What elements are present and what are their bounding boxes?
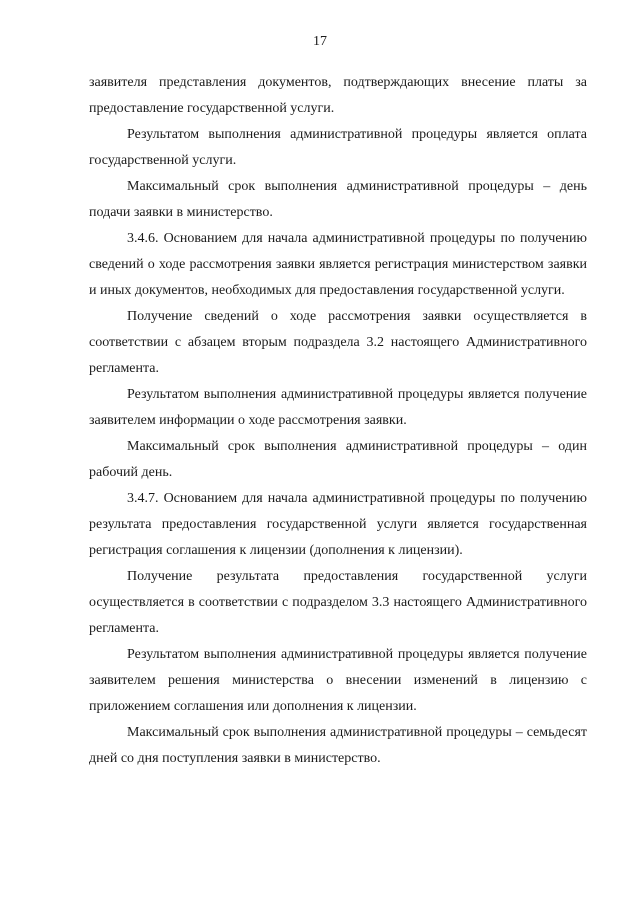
paragraph: Результатом выполнения административной процедуры является оплата государственной услуги. (89, 127, 587, 168)
paragraph: Результатом выполнения административной процедуры является получение заявителем решения министерства о внесении изменений в лицензию с приложением соглашения или дополнения к лицензии. (89, 647, 587, 714)
paragraph-section-3-4-6: 3.4.6. Основанием для начала административной процедуры по получению сведений о ходе рассмотрения заявки является регистрация министерством заявки и иных документов, необходимых для предоставления государственной услуги. (89, 231, 587, 298)
paragraph: Получение сведений о ходе рассмотрения заявки осуществляется в соответствии с абзацем вторым подраздела 3.2 настоящего Административного регламента. (89, 309, 587, 376)
paragraph-continuation: заявителя представления документов, подтверждающих внесение платы за предоставление государственной услуги. (89, 75, 587, 116)
paragraph: Максимальный срок выполнения административной процедуры – семьдесят дней со дня поступления заявки в министерство. (89, 725, 587, 766)
paragraph: Результатом выполнения административной процедуры является получение заявителем информации о ходе рассмотрения заявки. (89, 387, 587, 428)
paragraph: Максимальный срок выполнения административной процедуры – день подачи заявки в министерство. (89, 179, 587, 220)
document-body (89, 70, 587, 772)
paragraph-section-3-4-7: 3.4.7. Основанием для начала административной процедуры по получению результата предоставления государственной услуги является государственная регистрация соглашения к лицензии (дополнения к лицензии). (89, 491, 587, 558)
page-number: 17 (313, 34, 327, 49)
paragraph: Получение результата предоставления государственной услуги осуществляется в соответствии с подразделом 3.3 настоящего Административного регламента. (89, 569, 587, 636)
paragraph: Максимальный срок выполнения административной процедуры – один рабочий день. (89, 439, 587, 480)
